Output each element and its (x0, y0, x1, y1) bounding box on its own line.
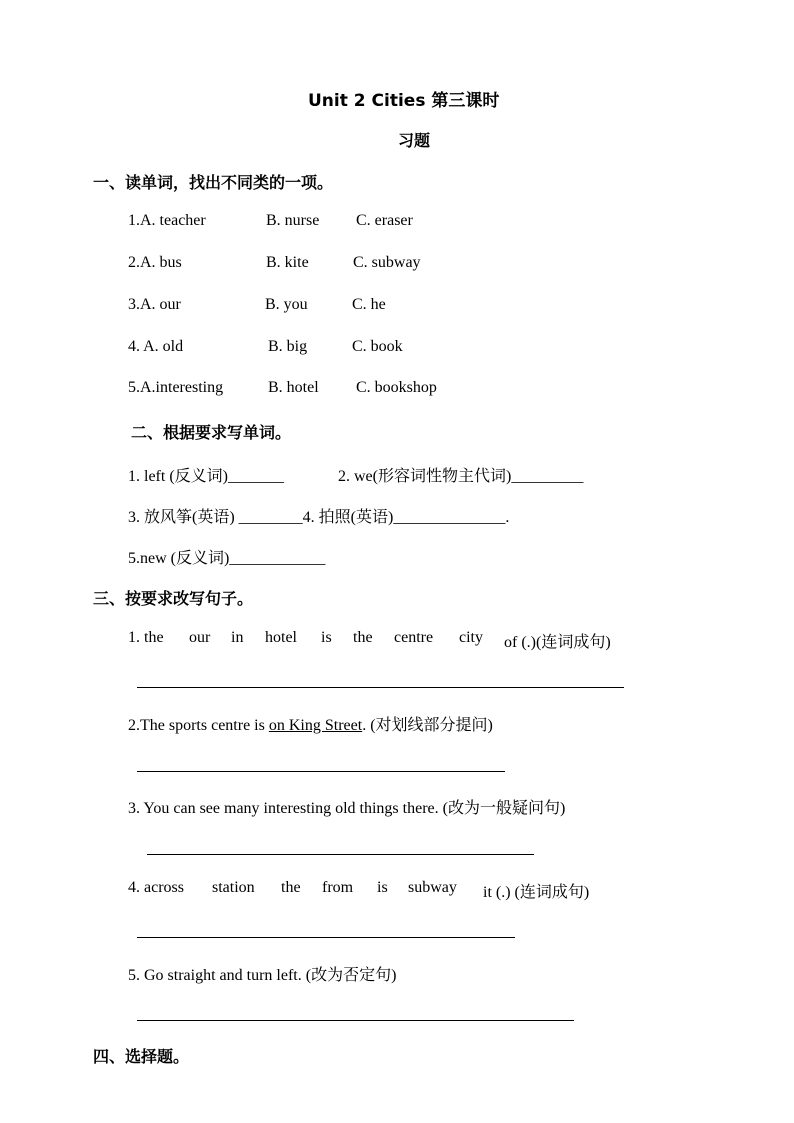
s3-q4-word: station (212, 879, 255, 896)
s1-q3-option-a: 3.A. our (128, 296, 181, 313)
s1-q4-option-a: 4. A. old (128, 338, 184, 355)
s2-item-3-4: 3. 放风筝(英语) ________4. 拍照(英语)______________. (128, 509, 510, 526)
s1-q1-option-c: C. eraser (356, 212, 413, 229)
s3-q4-word: from (322, 879, 354, 896)
s1-q1-option-b: B. nurse (266, 212, 320, 229)
s3-q1-word: hotel (265, 629, 297, 646)
s3-q4-word: 4. across (128, 879, 184, 896)
s1-q2-option-a: 2.A. bus (128, 254, 182, 271)
s3-q5: 5. Go straight and turn left. (改为否定句) (128, 967, 397, 984)
s1-q3-option-c: C. he (352, 296, 386, 313)
s1-q5-option-a: 5.A.interesting (128, 379, 224, 396)
s1-q2-option-c: C. subway (353, 254, 421, 271)
s3-q2-underlined: on King Street (268, 717, 363, 734)
section-1-heading: 一、读单词，找出不同类的一项。 (93, 173, 334, 192)
s3-q4-word: is (377, 879, 388, 896)
section-2-heading: 二、根据要求写单词。 (131, 423, 292, 442)
s3-q4-word: subway (408, 879, 457, 896)
s3-q2-text-before: 2.The sports centre is (128, 717, 269, 734)
section-4-heading: 四、选择题。 (93, 1047, 190, 1066)
s3-q1-word: of (.)(连词成句) (504, 634, 611, 651)
s1-q5-option-b: B. hotel (268, 379, 319, 396)
s1-q4-option-b: B. big (268, 338, 308, 355)
s2-item-2: 2. we(形容词性物主代词)_________ (338, 468, 584, 485)
s3-q1-word: 1. the (128, 629, 164, 646)
s3-q1-word: in (231, 629, 244, 646)
s2-item-5: 5.new (反义词)____________ (128, 550, 326, 567)
s3-q3: 3. You can see many interesting old things there. (改为一般疑问句) (128, 800, 566, 817)
s3-q4-word: the (281, 879, 301, 896)
s1-q2-option-b: B. kite (266, 254, 309, 271)
s1-q4-option-c: C. book (352, 338, 403, 355)
s2-item-1: 1. left (反义词)_______ (128, 468, 284, 485)
s1-q1-option-a: 1.A. teacher (128, 212, 206, 229)
section-3-heading: 三、按要求改写句子。 (93, 589, 254, 608)
s3-q2 (128, 712, 493, 735)
s3-q1-word: centre (394, 629, 434, 646)
s3-q1-word: is (321, 629, 332, 646)
s1-q3-option-b: B. you (265, 296, 308, 313)
s3-q4-answer-line[interactable] (137, 937, 515, 938)
s3-q1-word: the (353, 629, 373, 646)
s3-q2-text-after: . (对划线部分提问) (362, 717, 493, 734)
s3-q1-word: our (189, 629, 211, 646)
s1-q5-option-c: C. bookshop (356, 379, 437, 396)
s3-q3-answer-line[interactable] (147, 854, 534, 855)
page-title: Unit 2 Cities 第三课时 (308, 91, 500, 111)
s3-q1-answer-line[interactable] (137, 687, 624, 688)
s3-q1-word: city (459, 629, 483, 646)
page-subtitle: 习题 (398, 131, 431, 150)
s3-q5-answer-line[interactable] (137, 1020, 574, 1021)
s3-q2-answer-line[interactable] (137, 771, 505, 772)
s3-q4-word: it (.) (连词成句) (483, 884, 590, 901)
